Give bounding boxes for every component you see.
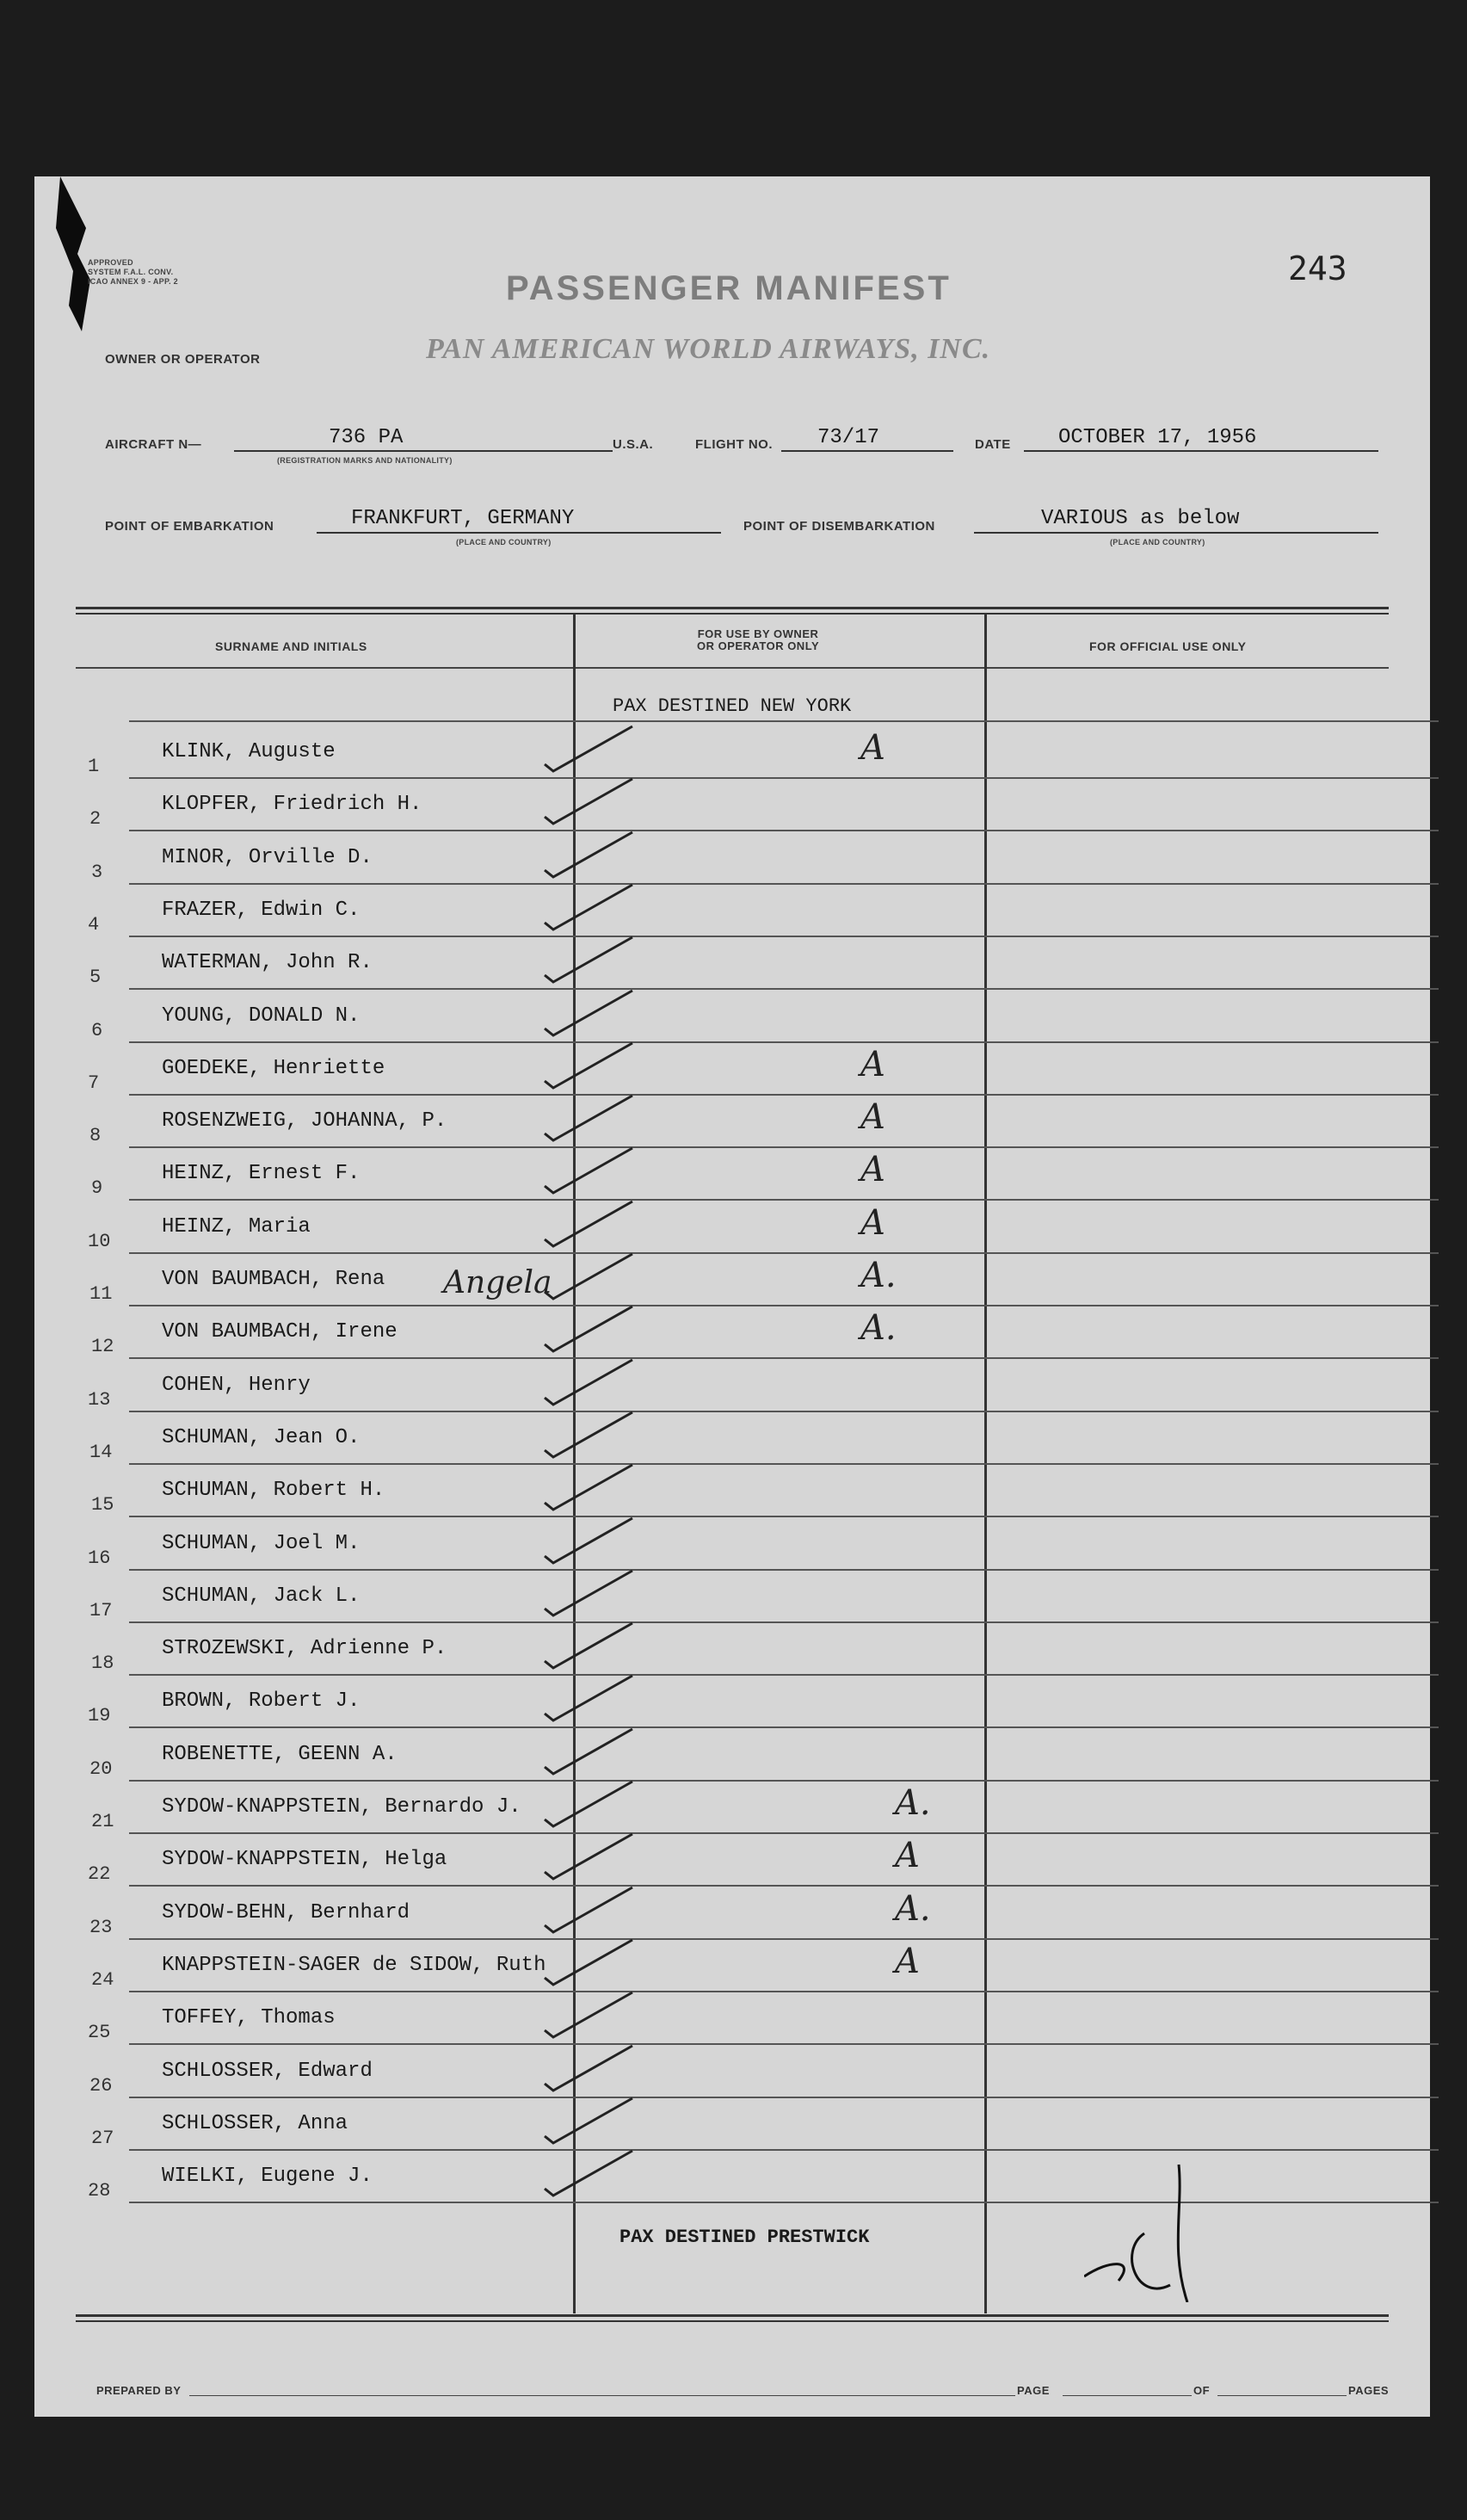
row-rule: [129, 830, 1439, 831]
passenger-name: HEINZ, Maria: [162, 1215, 311, 1238]
passenger-name: SCHUMAN, Jean O.: [162, 1426, 361, 1449]
row-number: 10: [88, 1231, 111, 1252]
row-number: 12: [91, 1336, 114, 1357]
check-mark-icon: [538, 1458, 641, 1518]
official-mark: A: [860, 1203, 885, 1243]
check-mark-icon: [538, 1195, 641, 1255]
check-mark-icon: [538, 984, 641, 1044]
row-number: 22: [88, 1863, 111, 1885]
row-rule: [129, 1569, 1439, 1571]
manifest-sheet: [34, 176, 1430, 2417]
row-rule: [129, 1516, 1439, 1517]
passenger-name: BROWN, Robert J.: [162, 1689, 361, 1713]
prepared-by-label: PREPARED BY: [96, 2384, 182, 2397]
check-mark-icon: [538, 1511, 641, 1572]
official-mark: A: [860, 1045, 885, 1084]
official-mark: A: [860, 1097, 885, 1137]
row-number: 24: [91, 1969, 114, 1991]
passenger-name: WIELKI, Eugene J.: [162, 2165, 373, 2188]
passenger-name: ROBENETTE, GEENN A.: [162, 1743, 398, 1766]
row-rule: [129, 1411, 1439, 1412]
official-mark: A: [895, 1942, 920, 1981]
passenger-name: KNAPPSTEIN-SAGER de SIDOW, Ruth: [162, 1954, 546, 1977]
row-number: 26: [89, 2075, 113, 2097]
handwritten-initials-scribble: [1084, 2130, 1256, 2302]
row-number: 11: [89, 1283, 113, 1305]
row-rule: [129, 936, 1439, 937]
passenger-name: SYDOW-BEHN, Bernhard: [162, 1901, 410, 1924]
check-mark-icon: [538, 825, 641, 886]
row-rule: [129, 1357, 1439, 1359]
check-mark-icon: [538, 1036, 641, 1096]
flight-label: FLIGHT NO.: [695, 437, 773, 452]
passenger-name: SCHLOSSER, Anna: [162, 2112, 348, 2135]
usa-label: U.S.A.: [613, 437, 654, 452]
check-mark-icon: [538, 1827, 641, 1887]
page-number: 243: [1288, 250, 1347, 287]
owner-label: OWNER OR OPERATOR: [105, 352, 261, 367]
passenger-name: KLOPFER, Friedrich H.: [162, 793, 422, 816]
torn-corner-mark: [52, 176, 103, 331]
passenger-name: FRAZER, Edwin C.: [162, 899, 361, 922]
official-mark: A.: [895, 1783, 931, 1823]
check-mark-icon: [538, 1300, 641, 1360]
row-number: 2: [89, 808, 102, 830]
official-mark: A.: [895, 1889, 931, 1929]
passenger-name: VON BAUMBACH, Irene: [162, 1320, 398, 1343]
row-number: 3: [91, 862, 103, 883]
row-rule: [129, 1726, 1439, 1728]
row-rule: [129, 883, 1439, 885]
date-value: OCTOBER 17, 1956: [1058, 426, 1257, 449]
check-mark-icon: [538, 1247, 641, 1307]
row-rule: [129, 1463, 1439, 1465]
row-number: 13: [88, 1389, 111, 1411]
row-number: 21: [91, 1811, 114, 1832]
row-number: 19: [88, 1705, 111, 1726]
passenger-name: COHEN, Henry: [162, 1374, 311, 1397]
passenger-name: SCHLOSSER, Edward: [162, 2060, 373, 2083]
embark-value: FRANKFURT, GERMANY: [351, 507, 575, 530]
row-number: 9: [91, 1177, 103, 1199]
passenger-name: MINOR, Orville D.: [162, 846, 373, 869]
check-mark-icon: [538, 1564, 641, 1624]
passenger-name: TOFFEY, Thomas: [162, 2006, 336, 2029]
official-mark: A: [895, 1836, 920, 1875]
row-rule: [129, 1938, 1439, 1940]
passenger-name: YOUNG, DONALD N.: [162, 1004, 361, 1028]
row-number: 15: [91, 1494, 114, 1516]
passenger-name: STROZEWSKI, Adrienne P.: [162, 1637, 447, 1660]
row-rule: [129, 1252, 1439, 1254]
row-rule: [129, 1674, 1439, 1676]
disembark-value: VARIOUS as below: [1041, 507, 1240, 530]
row-number: 6: [91, 1020, 103, 1041]
row-number: 23: [89, 1917, 113, 1938]
check-mark-icon: [538, 720, 641, 780]
row-number: 25: [88, 2022, 111, 2043]
section-ny: PAX DESTINED NEW YORK: [613, 695, 852, 717]
passenger-name: HEINZ, Ernest F.: [162, 1162, 361, 1185]
passenger-name: SYDOW-KNAPPSTEIN, Bernardo J.: [162, 1795, 521, 1819]
official-mark: A: [860, 728, 885, 768]
passenger-name: WATERMAN, John R.: [162, 951, 373, 974]
col-header-surname: SURNAME AND INITIALS: [215, 639, 367, 653]
check-mark-icon: [538, 1933, 641, 1993]
check-mark-icon: [538, 1669, 641, 1729]
row-rule: [129, 988, 1439, 990]
row-number: 18: [91, 1652, 114, 1674]
official-mark: A: [860, 1150, 885, 1189]
row-rule: [129, 1991, 1439, 1992]
row-rule: [129, 1041, 1439, 1043]
row-rule: [129, 1832, 1439, 1834]
col-header-official: FOR OFFICIAL USE ONLY: [1089, 639, 1247, 653]
disembark-caption: (PLACE AND COUNTRY): [1110, 538, 1205, 547]
official-mark: A.: [860, 1256, 897, 1295]
aircraft-label: AIRCRAFT N—: [105, 437, 202, 452]
row-number: 7: [88, 1072, 100, 1094]
row-rule: [129, 1146, 1439, 1148]
disembark-label: POINT OF DISEMBARKATION: [743, 519, 935, 534]
approval-text: APPROVED SYSTEM F.A.L. CONV. ICAO ANNEX 9 - APP. 2: [88, 258, 178, 286]
handwritten-angela: Angela: [443, 1265, 552, 1300]
row-number: 16: [88, 1547, 111, 1569]
row-rule: [129, 777, 1439, 779]
col-header-owner: FOR USE BY OWNER OR OPERATOR ONLY: [697, 627, 820, 652]
airline-name: PAN AMERICAN WORLD AIRWAYS, INC.: [426, 333, 991, 365]
check-mark-icon: [538, 878, 641, 938]
pages-label: PAGES: [1348, 2384, 1390, 2397]
official-mark: A.: [860, 1308, 897, 1348]
row-number: 1: [88, 756, 100, 777]
check-mark-icon: [538, 1405, 641, 1466]
check-mark-icon: [538, 1722, 641, 1782]
check-mark-icon: [538, 1616, 641, 1677]
of-label: OF: [1193, 2384, 1211, 2397]
row-number: 4: [88, 914, 100, 936]
check-mark-icon: [538, 930, 641, 991]
section-prestwick: PAX DESTINED PRESTWICK: [619, 2227, 870, 2248]
check-mark-icon: [538, 1986, 641, 2046]
row-number: 17: [89, 1600, 113, 1621]
check-mark-icon: [538, 2144, 641, 2204]
check-mark-icon: [538, 2039, 641, 2099]
row-rule: [129, 1305, 1439, 1306]
passenger-name: SCHUMAN, Joel M.: [162, 1532, 361, 1555]
passenger-name: GOEDEKE, Henriette: [162, 1057, 385, 1080]
check-mark-icon: [538, 1353, 641, 1413]
row-rule: [129, 1780, 1439, 1782]
passenger-name: SCHUMAN, Robert H.: [162, 1479, 385, 1502]
flight-value: 73/17: [817, 426, 880, 449]
row-rule: [129, 2043, 1439, 2045]
row-number: 27: [91, 2128, 114, 2149]
aircraft-caption: (REGISTRATION MARKS AND NATIONALITY): [277, 456, 453, 465]
aircraft-value: 736 PA: [329, 426, 404, 449]
passenger-name: SYDOW-KNAPPSTEIN, Helga: [162, 1848, 447, 1871]
embark-caption: (PLACE AND COUNTRY): [456, 538, 552, 547]
passenger-name: ROSENZWEIG, JOHANNA, P.: [162, 1109, 447, 1133]
passenger-name: VON BAUMBACH, Rena: [162, 1268, 385, 1291]
row-number: 14: [89, 1442, 113, 1463]
check-mark-icon: [538, 1089, 641, 1149]
row-rule: [129, 1885, 1439, 1887]
check-mark-icon: [538, 1141, 641, 1201]
row-rule: [129, 1094, 1439, 1096]
manifest-title: PASSENGER MANIFEST: [506, 269, 952, 307]
row-number: 8: [89, 1125, 102, 1146]
embark-label: POINT OF EMBARKATION: [105, 519, 274, 534]
passenger-name: KLINK, Auguste: [162, 740, 336, 763]
row-number: 28: [88, 2180, 111, 2202]
passenger-name: SCHUMAN, Jack L.: [162, 1584, 361, 1608]
page-label: PAGE: [1017, 2384, 1050, 2397]
check-mark-icon: [538, 2091, 641, 2152]
check-mark-icon: [538, 1775, 641, 1835]
row-number: 5: [89, 967, 102, 988]
row-rule: [129, 2097, 1439, 2098]
row-rule: [129, 1621, 1439, 1623]
check-mark-icon: [538, 772, 641, 832]
row-number: 20: [89, 1758, 113, 1780]
row-rule: [129, 1199, 1439, 1201]
check-mark-icon: [538, 1881, 641, 1941]
date-label: DATE: [975, 437, 1011, 452]
